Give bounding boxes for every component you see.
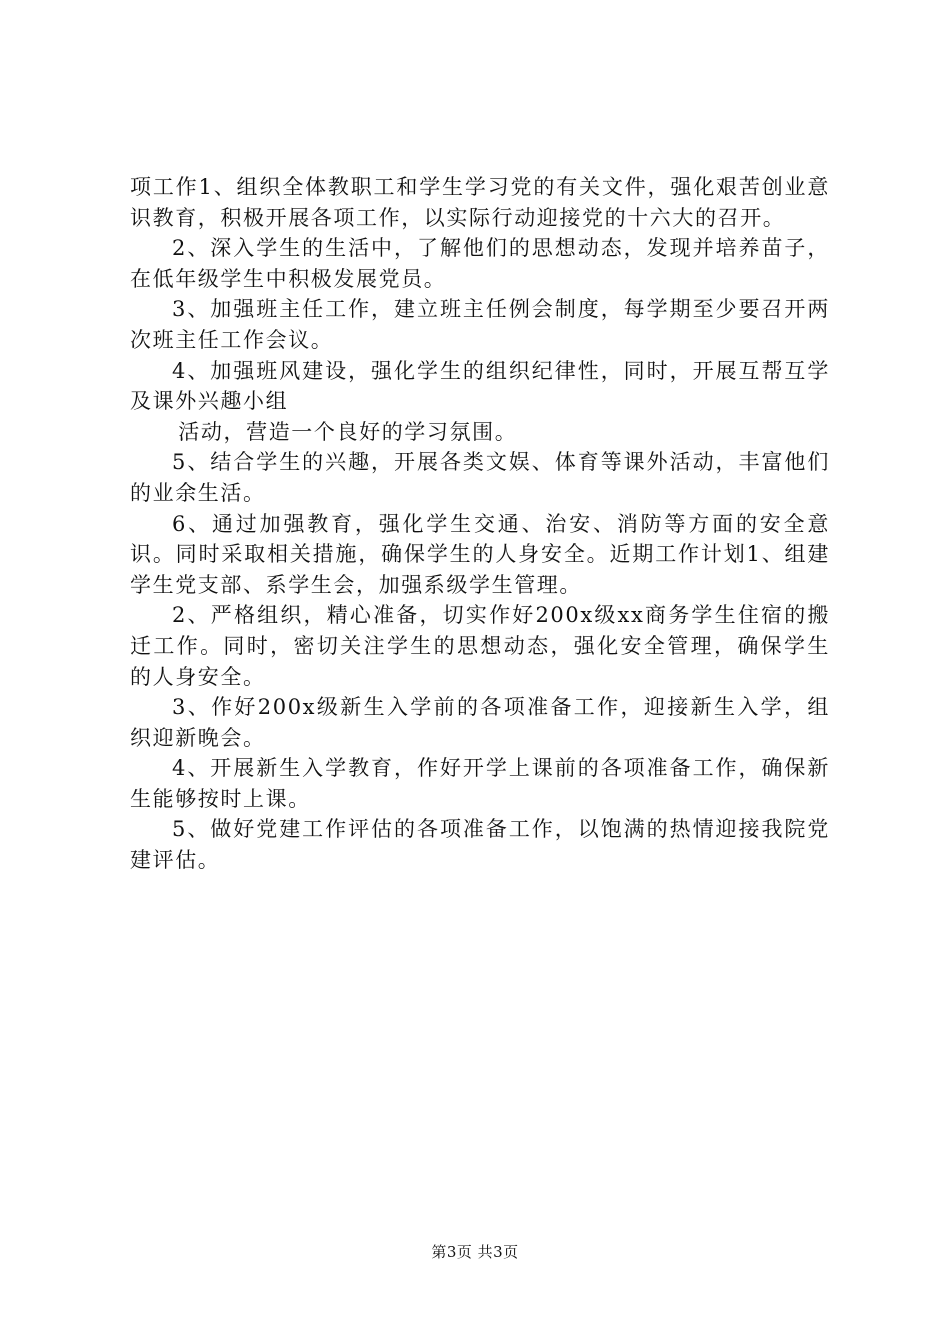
page-number-label: 第3页 共3页 <box>431 1243 519 1261</box>
paragraph-7: 2、严格组织，精心准备，切实作好200x级xx商务学生住宿的搬迁工作。同时，密切关注学生的思想动态，强化安全管理，确保学生的人身安全。 <box>130 603 830 689</box>
paragraph-8: 3、作好200x级新生入学前的各项准备工作，迎接新生入学，组织迎新晚会。 <box>130 695 830 750</box>
paragraph-9: 4、开展新生入学教育，作好开学上课前的各项准备工作，确保新生能够按时上课。 <box>130 756 830 811</box>
paragraph-3: 3、加强班主任工作，建立班主任例会制度，每学期至少要召开两次班主任工作会议。 <box>130 297 830 352</box>
paragraph-4: 4、加强班风建设，强化学生的组织纪律性，同时，开展互帮互学及课外兴趣小组 <box>130 358 830 414</box>
paragraph-6: 6、通过加强教育，强化学生交通、治安、消防等方面的安全意识。同时采取相关措施，确保学生的人身安全。近期工作计划1、组建学生党支部、系学生会，加强系级学生管理。 <box>130 511 830 597</box>
page-footer <box>0 1242 950 1262</box>
paragraph-5: 5、结合学生的兴趣，开展各类文娱、体育等课外活动，丰富他们的业余生活。 <box>130 450 830 505</box>
paragraph-10: 5、做好党建工作评估的各项准备工作，以饱满的热情迎接我院党建评估。 <box>130 817 830 873</box>
document-body <box>130 172 830 876</box>
paragraph-4-continued: 活动，营造一个良好的学习氛围。 <box>178 419 518 444</box>
paragraph-1: 项工作1、组织全体教职工和学生学习党的有关文件，强化艰苦创业意识教育，积极开展各项工作，以实际行动迎接党的十六大的召开。 <box>130 175 830 230</box>
paragraph-2: 2、深入学生的生活中，了解他们的思想动态，发现并培养苗子，在低年级学生中积极发展党员。 <box>130 236 830 291</box>
